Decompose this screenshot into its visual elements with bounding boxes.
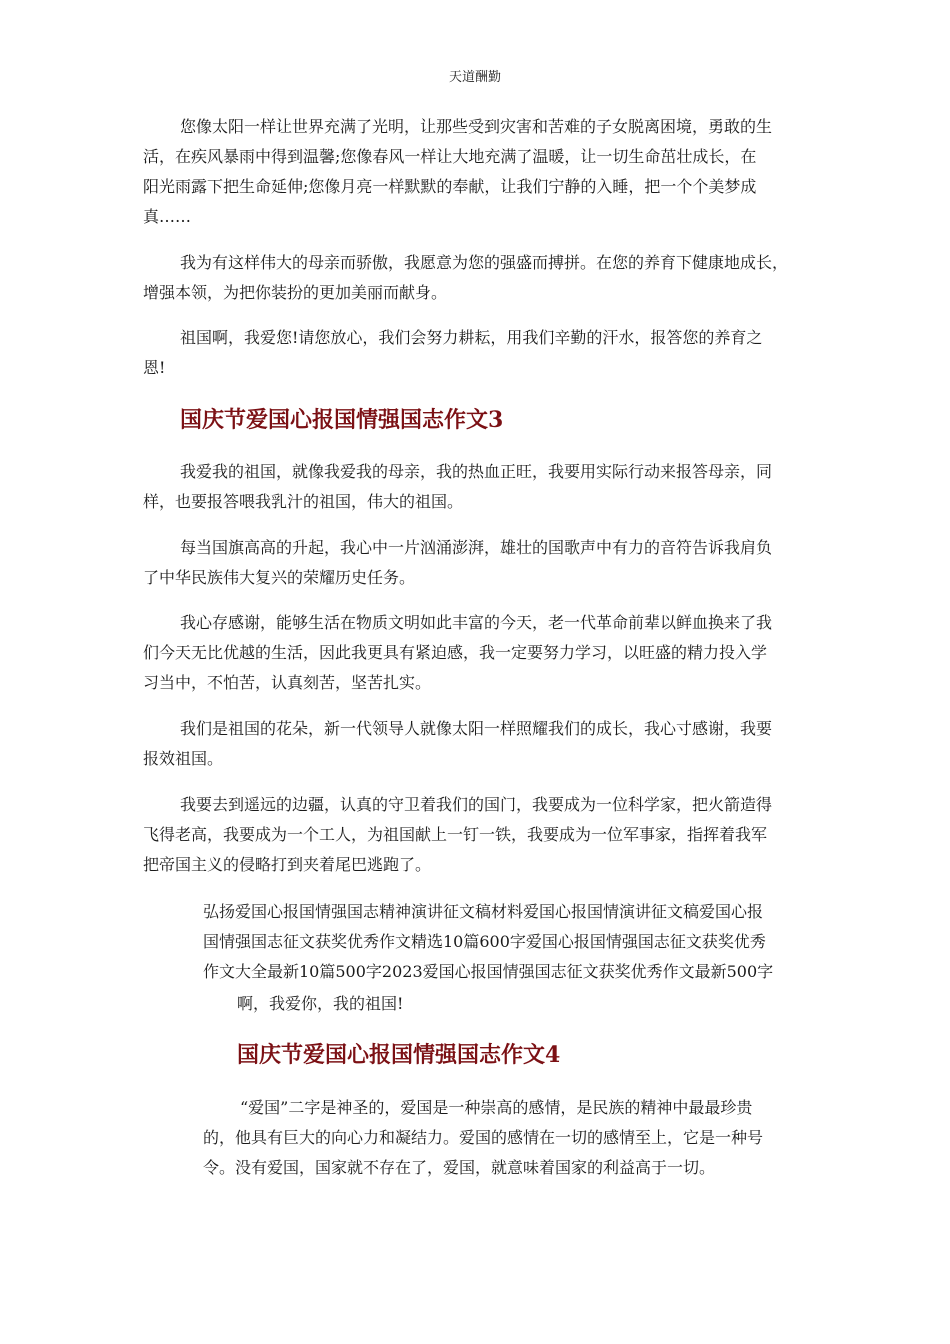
paragraph — [143, 112, 823, 232]
text-line: 增强本领，为把你装扮的更加美丽而献身。 — [143, 283, 448, 302]
text-line: 我要去到遥远的边疆，认真的守卫着我们的国门，我要成为一位科学家，把火箭造得 — [180, 795, 773, 814]
text-line: 我爱我的祖国，就像我爱我的母亲，我的热血正旺，我要用实际行动来报答母亲，同 — [180, 462, 773, 481]
text-line: 真…… — [143, 207, 192, 226]
text-line: 令。没有爱国，国家就不存在了，爱国，就意味着国家的利益高于一切。 — [203, 1158, 716, 1177]
text-line: 我心存感谢，能够生活在物质文明如此丰富的今天，老一代革命前辈以鲜血换来了我 — [180, 613, 773, 632]
text-line: 了中华民族伟大复兴的荣耀历史任务。 — [143, 568, 416, 587]
text-line: 恩! — [143, 358, 166, 377]
text-line: 您像太阳一样让世界充满了光明，让那些受到灾害和苦难的子女脱离困境，勇敢的生 — [180, 117, 773, 136]
text-line: 习当中，不怕苦，认真刻苦，坚苦扎实。 — [143, 673, 432, 692]
paragraph — [143, 790, 823, 880]
text-line: 我们是祖国的花朵，新一代领导人就像太阳一样照耀我们的成长，我心寸感谢，我要 — [180, 719, 773, 738]
related-link[interactable]: 弘扬爱国心报国情强国志精神演讲征文稿材料爱国心报国情演讲征文稿爱国心报 — [203, 902, 764, 921]
section-heading: 国庆节爱国心报国情强国志作文3 — [180, 407, 504, 433]
text-line: 祖国啊，我爱您!请您放心，我们会努力耕耘，用我们辛勤的汗水，报答您的养育之 — [180, 328, 763, 347]
text-line: 飞得老高，我要成为一个工人，为祖国献上一钉一铁，我要成为一位军事家，指挥着我军 — [143, 825, 768, 844]
text-line: 每当国旗高高的升起，我心中一片汹涌澎湃，雄壮的国歌声中有力的音符告诉我肩负 — [180, 538, 773, 557]
paragraph — [143, 323, 823, 383]
paragraph — [143, 533, 823, 593]
text-line: 阳光雨露下把生命延伸;您像月亮一样默默的奉献，让我们宁静的入睡，把一个个美梦成 — [143, 177, 757, 196]
closing-line: 啊，我爱你，我的祖国! — [237, 994, 404, 1013]
text-line: 我为有这样伟大的母亲而骄傲，我愿意为您的强盛而搏拼。在您的养育下健康地成长， — [180, 253, 789, 272]
text-line: 把帝国主义的侵略打到夹着尾巴逃跑了。 — [143, 855, 432, 874]
text-line: 报效祖国。 — [143, 749, 224, 768]
page-header — [0, 66, 950, 85]
paragraph — [237, 989, 637, 1019]
section-heading: 国庆节爱国心报国情强国志作文4 — [237, 1042, 561, 1068]
text-line: “爱国”二字是神圣的，爱国是一种崇高的感情，是民族的精神中最最珍贵 — [240, 1098, 753, 1117]
paragraph — [143, 248, 823, 308]
text-line: 样，也要报答喂我乳汁的祖国，伟大的祖国。 — [143, 492, 464, 511]
paragraph — [143, 714, 823, 774]
text-line: 的，他具有巨大的向心力和凝结力。爱国的感情在一切的感情至上，它是一种号 — [203, 1128, 764, 1147]
related-link[interactable]: 作文大全最新10篇500字2023爱国心报国情强国志征文获奖优秀作文最新500字 — [203, 962, 774, 981]
text-line: 活，在疾风暴雨中得到温馨;您像春风一样让大地充满了温暖，让一切生命茁壮成长，在 — [143, 147, 757, 166]
paragraph — [143, 457, 823, 517]
paragraph — [143, 608, 823, 698]
related-articles — [203, 897, 823, 987]
text-line: 们今天无比优越的生活，因此我更具有紧迫感，我一定要努力学习，以旺盛的精力投入学 — [143, 643, 768, 662]
site-name: 天道酬勤 — [448, 70, 501, 85]
paragraph — [203, 1093, 823, 1183]
related-link[interactable]: 国情强国志征文获奖优秀作文精选10篇600字爱国心报国情强国志征文获奖优秀 — [203, 932, 766, 951]
